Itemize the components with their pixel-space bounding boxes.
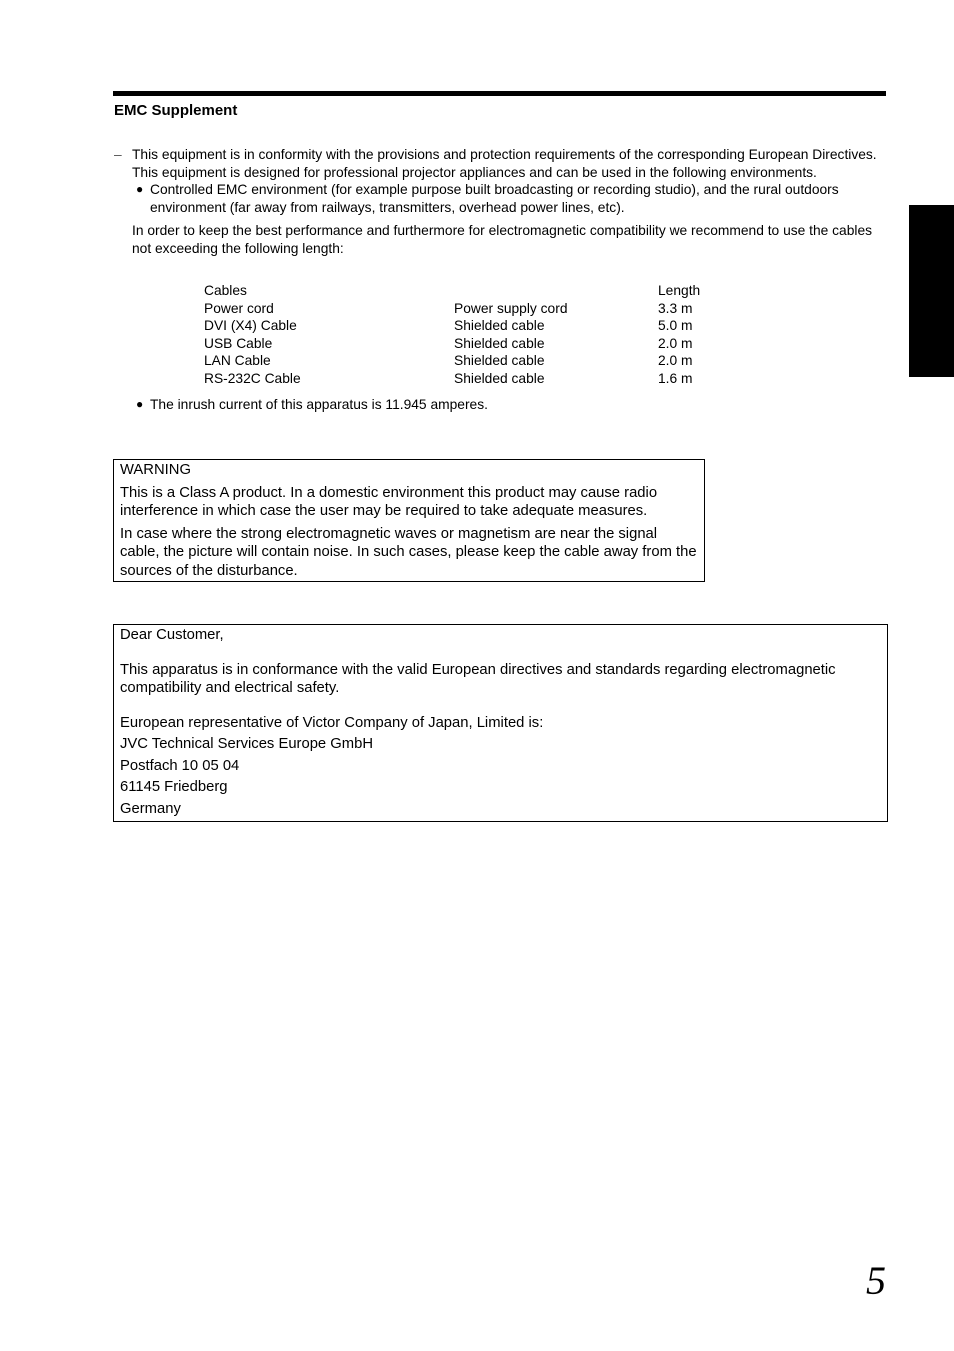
- table-row: [204, 352, 764, 370]
- environment-text: Controlled EMC environment (for example purpose built broadcasting or recording studio), and the rural outdoors environment (far away from railways, transmitters, overhead power lines, etc).: [150, 182, 839, 215]
- inrush-item: [114, 396, 886, 414]
- warning-heading: WARNING: [120, 462, 191, 478]
- cable-name: RS-232C Cable: [204, 370, 301, 386]
- environment-item: [114, 181, 886, 216]
- cable-type: Shielded cable: [454, 335, 545, 351]
- conformity-text: This equipment is in conformity with the provisions and protection requirements of the corresponding European Directives.: [132, 147, 877, 162]
- cable-length: 2.0 m: [658, 353, 693, 369]
- address-line: JVC Technical Services Europe GmbH: [120, 736, 374, 752]
- address-line: Postfach 10 05 04: [120, 757, 240, 774]
- address-line: Germany: [120, 800, 181, 817]
- cable-type: Shielded cable: [454, 318, 545, 334]
- warning-noise-text: In case where the strong electromagnetic waves or magnetism are near the signal cable, the picture will contain noise. In such cases, please keep the cable away from the sources of the disturbance.: [120, 525, 697, 579]
- page-number: 5: [866, 1258, 886, 1303]
- top-rule: [113, 91, 886, 96]
- cable-type: Shielded cable: [454, 370, 545, 386]
- cable-length: 5.0 m: [658, 318, 693, 334]
- warning-box: [113, 459, 705, 582]
- header-cables: Cables: [204, 283, 247, 298]
- cable-length: 2.0 m: [658, 335, 693, 351]
- warning-class-a-text: This is a Class A product. In a domestic environment this product may cause radio interference in which case the user may be required to take adequate measures.: [120, 484, 658, 519]
- cable-type: Power supply cord: [454, 300, 568, 316]
- table-row: [204, 317, 764, 335]
- cable-name: USB Cable: [204, 335, 273, 351]
- dash-marker: –: [114, 147, 122, 162]
- table-row: [204, 335, 764, 353]
- bullet-icon: ●: [136, 182, 144, 196]
- cable-length: 3.3 m: [658, 300, 693, 316]
- customer-notice-box: [113, 624, 888, 822]
- cable-name: LAN Cable: [204, 353, 271, 369]
- recommendation-text: In order to keep the best performance and furthermore for electromagnetic compatibility we recommend to use the cables not exceeding the following length:: [132, 223, 873, 256]
- designed-text: This equipment is designed for professional projector appliances and can be used in the following environments.: [132, 164, 817, 180]
- table-row: [204, 370, 764, 388]
- address-line: 61145 Friedberg: [120, 779, 228, 795]
- cable-type: Shielded cable: [454, 353, 545, 369]
- intro-block: [114, 146, 886, 257]
- cables-header-row: [204, 282, 764, 300]
- inrush-text: The inrush current of this apparatus is 11.945 amperes.: [150, 397, 488, 412]
- cable-name: Power cord: [204, 300, 274, 316]
- side-tab-marker: [909, 205, 954, 377]
- table-row: [204, 300, 764, 318]
- conformity-item: [114, 146, 886, 164]
- bullet-icon: ●: [136, 397, 144, 411]
- header-length: Length: [658, 283, 701, 298]
- customer-greeting: Dear Customer,: [120, 627, 224, 643]
- cables-table: [204, 282, 764, 388]
- representative-text: European representative of Victor Company of Japan, Limited is:: [120, 714, 544, 731]
- cable-length: 1.6 m: [658, 370, 693, 386]
- conformance-text: This apparatus is in conformance with the valid European directives and standards regarding electromagnetic compatibility and electrical safety.: [120, 661, 836, 696]
- section-title: EMC Supplement: [114, 102, 238, 119]
- cable-name: DVI (X4) Cable: [204, 318, 297, 334]
